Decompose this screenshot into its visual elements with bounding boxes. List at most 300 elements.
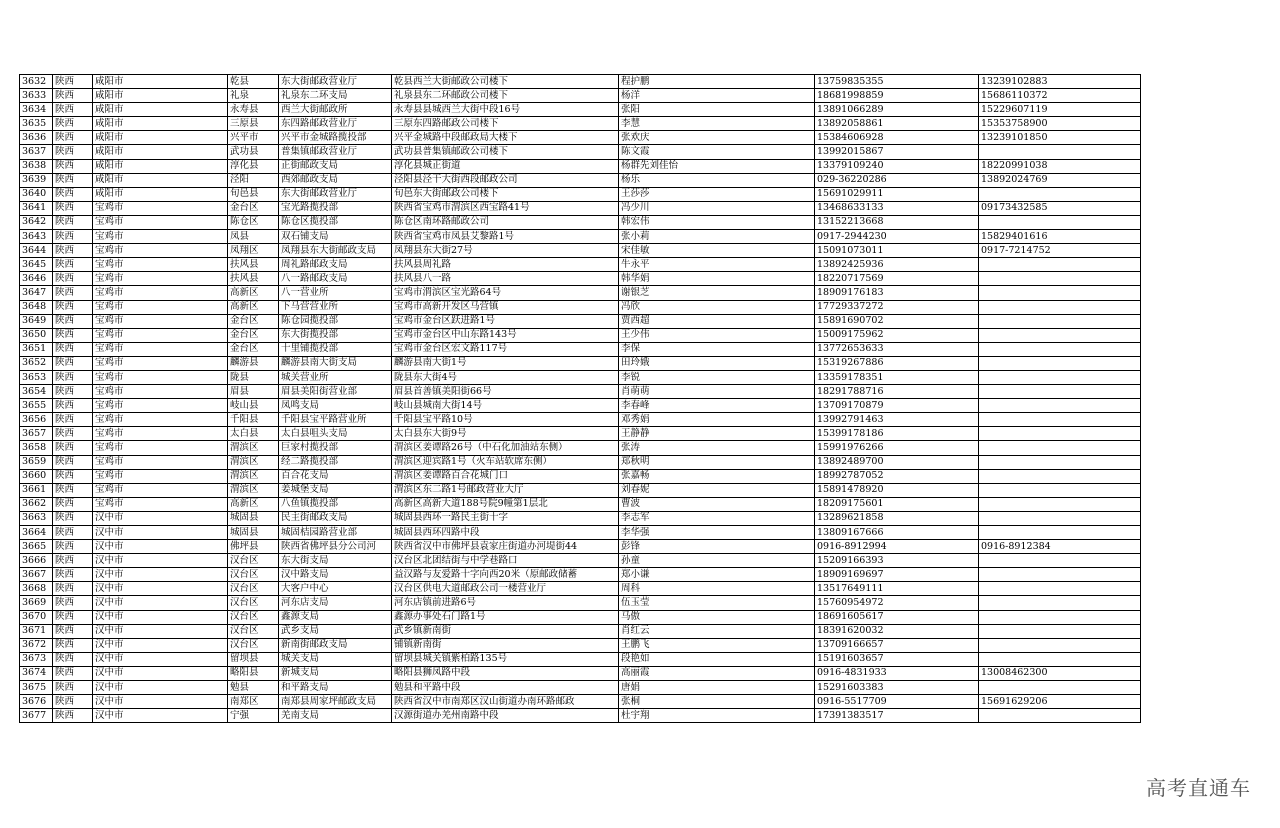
branch-name-cell: 城关支局 <box>279 652 392 666</box>
table-row <box>20 145 1141 159</box>
address-cell: 凤翔县东大街27号 <box>392 244 619 258</box>
contact-name-cell: 周科 <box>619 582 815 596</box>
city-cell: 宝鸡市 <box>93 483 228 497</box>
row-id-cell: 3654 <box>20 385 53 399</box>
address-cell: 武乡镇新南街 <box>392 624 619 638</box>
district-cell: 淳化县 <box>228 159 279 173</box>
row-id-cell: 3658 <box>20 441 53 455</box>
branch-name-cell: 太白县咀头支局 <box>279 427 392 441</box>
table-row <box>20 342 1141 356</box>
district-cell: 泾阳 <box>228 173 279 187</box>
table-row <box>20 511 1141 525</box>
contact-name-cell: 刘春妮 <box>619 483 815 497</box>
alt-phone-cell: 15229607119 <box>979 103 1141 117</box>
address-cell: 千阳县宝平路10号 <box>392 413 619 427</box>
row-id-cell: 3649 <box>20 314 53 328</box>
address-cell: 陈仓区南环路邮政公司 <box>392 215 619 229</box>
alt-phone-cell: 15353758900 <box>979 117 1141 131</box>
branch-name-cell: 南郑县周家坪邮政支局 <box>279 695 392 709</box>
alt-phone-cell <box>979 314 1141 328</box>
district-cell: 三原县 <box>228 117 279 131</box>
contact-name-cell: 李锐 <box>619 370 815 384</box>
contact-name-cell: 伍玉莹 <box>619 596 815 610</box>
district-cell: 凤县 <box>228 230 279 244</box>
province-cell: 陕西 <box>53 526 93 540</box>
row-id-cell: 3646 <box>20 272 53 286</box>
alt-phone-cell: 15686110372 <box>979 89 1141 103</box>
address-cell: 淳化县城正街道 <box>392 159 619 173</box>
row-id-cell: 3653 <box>20 370 53 384</box>
contact-name-cell: 马傲 <box>619 610 815 624</box>
alt-phone-cell <box>979 638 1141 652</box>
contact-name-cell: 陈文霞 <box>619 145 815 159</box>
phone-cell: 15991976266 <box>815 441 979 455</box>
contact-name-cell: 王鹏飞 <box>619 638 815 652</box>
row-id-cell: 3657 <box>20 427 53 441</box>
contact-name-cell: 冯欣 <box>619 300 815 314</box>
contact-name-cell: 肖红云 <box>619 624 815 638</box>
province-cell: 陕西 <box>53 131 93 145</box>
phone-cell: 17391383517 <box>815 709 979 723</box>
alt-phone-cell <box>979 356 1141 370</box>
phone-cell: 15319267886 <box>815 356 979 370</box>
address-cell: 渭滨区东二路1号邮政营业大厅 <box>392 483 619 497</box>
phone-cell: 18220717569 <box>815 272 979 286</box>
contact-name-cell: 张嘉畅 <box>619 469 815 483</box>
province-cell: 陕西 <box>53 145 93 159</box>
branch-name-cell: 八一路邮政支局 <box>279 272 392 286</box>
table-row <box>20 568 1141 582</box>
phone-cell: 15891478920 <box>815 483 979 497</box>
alt-phone-cell <box>979 624 1141 638</box>
province-cell: 陕西 <box>53 568 93 582</box>
city-cell: 汉中市 <box>93 652 228 666</box>
alt-phone-cell: 0916-8912384 <box>979 540 1141 554</box>
alt-phone-cell <box>979 511 1141 525</box>
row-id-cell: 3673 <box>20 652 53 666</box>
district-cell: 城固县 <box>228 511 279 525</box>
district-cell: 高新区 <box>228 286 279 300</box>
row-id-cell: 3676 <box>20 695 53 709</box>
alt-phone-cell <box>979 272 1141 286</box>
contact-name-cell: 张欢庆 <box>619 131 815 145</box>
district-cell: 渭滨区 <box>228 469 279 483</box>
contact-name-cell: 杜宇翔 <box>619 709 815 723</box>
contact-name-cell: 彭锋 <box>619 540 815 554</box>
table-row <box>20 554 1141 568</box>
branch-name-cell: 羌南支局 <box>279 709 392 723</box>
row-id-cell: 3638 <box>20 159 53 173</box>
contact-name-cell: 田玲娥 <box>619 356 815 370</box>
table-row <box>20 103 1141 117</box>
city-cell: 汉中市 <box>93 695 228 709</box>
contact-name-cell: 张涛 <box>619 441 815 455</box>
row-id-cell: 3636 <box>20 131 53 145</box>
phone-cell: 17729337272 <box>815 300 979 314</box>
address-cell: 眉县首善镇美阳街66号 <box>392 385 619 399</box>
province-cell: 陕西 <box>53 215 93 229</box>
city-cell: 宝鸡市 <box>93 342 228 356</box>
address-cell: 武功县普集镇邮政公司楼下 <box>392 145 619 159</box>
branch-name-cell: 鑫源支局 <box>279 610 392 624</box>
table-row <box>20 159 1141 173</box>
row-id-cell: 3633 <box>20 89 53 103</box>
table-row <box>20 89 1141 103</box>
city-cell: 汉中市 <box>93 526 228 540</box>
alt-phone-cell <box>979 610 1141 624</box>
contact-name-cell: 冯少川 <box>619 201 815 215</box>
row-id-cell: 3671 <box>20 624 53 638</box>
district-cell: 礼泉 <box>228 89 279 103</box>
province-cell: 陕西 <box>53 187 93 201</box>
province-cell: 陕西 <box>53 624 93 638</box>
contact-name-cell: 王少伟 <box>619 328 815 342</box>
branch-name-cell: 陈仓园揽投部 <box>279 314 392 328</box>
district-cell: 汉台区 <box>228 638 279 652</box>
contact-name-cell: 张桐 <box>619 695 815 709</box>
district-cell: 扶风县 <box>228 258 279 272</box>
address-cell: 渭滨区姜谭路26号（中石化加油站东侧） <box>392 441 619 455</box>
phone-cell: 13892058861 <box>815 117 979 131</box>
row-id-cell: 3645 <box>20 258 53 272</box>
district-cell: 渭滨区 <box>228 483 279 497</box>
province-cell: 陕西 <box>53 399 93 413</box>
city-cell: 汉中市 <box>93 511 228 525</box>
district-cell: 千阳县 <box>228 413 279 427</box>
address-cell: 益汉路与友爱路十字向西20米（原邮政储蓄 <box>392 568 619 582</box>
phone-cell: 13892489700 <box>815 455 979 469</box>
contact-name-cell: 杨乐 <box>619 173 815 187</box>
table-row <box>20 244 1141 258</box>
row-id-cell: 3634 <box>20 103 53 117</box>
table-row <box>20 131 1141 145</box>
address-cell: 宝鸡市渭滨区宝光路64号 <box>392 286 619 300</box>
row-id-cell: 3651 <box>20 342 53 356</box>
phone-cell: 15291603383 <box>815 681 979 695</box>
contact-name-cell: 李保 <box>619 342 815 356</box>
phone-cell: 18291788716 <box>815 385 979 399</box>
row-id-cell: 3648 <box>20 300 53 314</box>
province-cell: 陕西 <box>53 370 93 384</box>
province-cell: 陕西 <box>53 75 93 89</box>
branch-name-cell: 八鱼镇揽投部 <box>279 497 392 511</box>
address-cell: 扶风县八一路 <box>392 272 619 286</box>
district-cell: 高新区 <box>228 497 279 511</box>
province-cell: 陕西 <box>53 300 93 314</box>
row-id-cell: 3674 <box>20 666 53 680</box>
address-cell: 铺镇新南街 <box>392 638 619 652</box>
province-cell: 陕西 <box>53 681 93 695</box>
branch-name-cell: 凤翔县东大街邮政支局 <box>279 244 392 258</box>
contact-name-cell: 牛永平 <box>619 258 815 272</box>
alt-phone-cell <box>979 427 1141 441</box>
city-cell: 宝鸡市 <box>93 370 228 384</box>
alt-phone-cell <box>979 258 1141 272</box>
table-row <box>20 201 1141 215</box>
address-cell: 汉台区北团结街与中学巷路口 <box>392 554 619 568</box>
branch-name-cell: 巨家村揽投部 <box>279 441 392 455</box>
alt-phone-cell <box>979 709 1141 723</box>
phone-cell: 13709170879 <box>815 399 979 413</box>
table-row <box>20 709 1141 723</box>
contact-name-cell: 张阳 <box>619 103 815 117</box>
table-row <box>20 173 1141 187</box>
city-cell: 汉中市 <box>93 582 228 596</box>
table-row <box>20 399 1141 413</box>
phone-cell: 13379109240 <box>815 159 979 173</box>
province-cell: 陕西 <box>53 173 93 187</box>
province-cell: 陕西 <box>53 666 93 680</box>
province-cell: 陕西 <box>53 483 93 497</box>
city-cell: 咸阳市 <box>93 89 228 103</box>
address-cell: 略阳县狮凤路中段 <box>392 666 619 680</box>
city-cell: 宝鸡市 <box>93 385 228 399</box>
phone-cell: 0917-2944230 <box>815 230 979 244</box>
city-cell: 宝鸡市 <box>93 314 228 328</box>
alt-phone-cell: 0917-7214752 <box>979 244 1141 258</box>
alt-phone-cell <box>979 469 1141 483</box>
phone-cell: 15384606928 <box>815 131 979 145</box>
address-cell: 河东店镇前进路6号 <box>392 596 619 610</box>
address-cell: 汉台区供电大道邮政公司一楼营业厅 <box>392 582 619 596</box>
branch-name-cell: 武乡支局 <box>279 624 392 638</box>
alt-phone-cell <box>979 286 1141 300</box>
district-cell: 武功县 <box>228 145 279 159</box>
contact-name-cell: 曹波 <box>619 497 815 511</box>
row-id-cell: 3660 <box>20 469 53 483</box>
table-row <box>20 117 1141 131</box>
branch-name-cell: 百合花支局 <box>279 469 392 483</box>
address-cell: 汉源街道办羌州南路中段 <box>392 709 619 723</box>
branch-name-cell: 大客户中心 <box>279 582 392 596</box>
alt-phone-cell <box>979 652 1141 666</box>
district-cell: 金台区 <box>228 201 279 215</box>
branch-name-cell: 城关营业所 <box>279 370 392 384</box>
row-id-cell: 3641 <box>20 201 53 215</box>
row-id-cell: 3656 <box>20 413 53 427</box>
district-cell: 金台区 <box>228 328 279 342</box>
table-row <box>20 483 1141 497</box>
province-cell: 陕西 <box>53 540 93 554</box>
table-row <box>20 455 1141 469</box>
row-id-cell: 3669 <box>20 596 53 610</box>
contact-name-cell: 王静静 <box>619 427 815 441</box>
province-cell: 陕西 <box>53 328 93 342</box>
city-cell: 宝鸡市 <box>93 413 228 427</box>
address-cell: 旬邑东大街邮政公司楼下 <box>392 187 619 201</box>
city-cell: 宝鸡市 <box>93 497 228 511</box>
province-cell: 陕西 <box>53 441 93 455</box>
branch-name-cell: 东大街揽投部 <box>279 328 392 342</box>
district-cell: 麟游县 <box>228 356 279 370</box>
address-cell: 泾阳县泾干大街西段邮政公司 <box>392 173 619 187</box>
branch-name-cell: 东大街邮政营业厅 <box>279 75 392 89</box>
district-cell: 金台区 <box>228 314 279 328</box>
address-cell: 渭滨区迎宾路1号（火车站软席东侧） <box>392 455 619 469</box>
phone-cell: 15760954972 <box>815 596 979 610</box>
address-cell: 乾县西兰大街邮政公司楼下 <box>392 75 619 89</box>
row-id-cell: 3652 <box>20 356 53 370</box>
city-cell: 宝鸡市 <box>93 399 228 413</box>
row-id-cell: 3642 <box>20 215 53 229</box>
district-cell: 勉县 <box>228 681 279 695</box>
alt-phone-cell <box>979 399 1141 413</box>
district-cell: 旬邑县 <box>228 187 279 201</box>
contact-name-cell: 段艳如 <box>619 652 815 666</box>
branch-name-cell: 东四路邮政营业厅 <box>279 117 392 131</box>
province-cell: 陕西 <box>53 201 93 215</box>
table-row <box>20 286 1141 300</box>
phone-cell: 13517649111 <box>815 582 979 596</box>
city-cell: 宝鸡市 <box>93 258 228 272</box>
alt-phone-cell: 09173432585 <box>979 201 1141 215</box>
phone-cell: 15691029911 <box>815 187 979 201</box>
district-cell: 渭滨区 <box>228 441 279 455</box>
row-id-cell: 3632 <box>20 75 53 89</box>
branch-name-cell: 普集镇邮政营业厅 <box>279 145 392 159</box>
alt-phone-cell: 15829401616 <box>979 230 1141 244</box>
phone-cell: 13359178351 <box>815 370 979 384</box>
address-cell: 留坝县城关镇紫柏路135号 <box>392 652 619 666</box>
row-id-cell: 3650 <box>20 328 53 342</box>
address-cell: 礼泉县东二环邮政公司楼下 <box>392 89 619 103</box>
table-row <box>20 638 1141 652</box>
province-cell: 陕西 <box>53 286 93 300</box>
alt-phone-cell <box>979 681 1141 695</box>
province-cell: 陕西 <box>53 159 93 173</box>
district-cell: 留坝县 <box>228 652 279 666</box>
contact-name-cell: 杨群先刘佳怡 <box>619 159 815 173</box>
address-cell: 三原东四路邮政公司楼下 <box>392 117 619 131</box>
contact-name-cell: 郑小谦 <box>619 568 815 582</box>
district-cell: 城固县 <box>228 526 279 540</box>
city-cell: 咸阳市 <box>93 173 228 187</box>
table-row <box>20 652 1141 666</box>
district-cell: 汉台区 <box>228 624 279 638</box>
branch-name-cell: 双石铺支局 <box>279 230 392 244</box>
phone-cell: 029-36220286 <box>815 173 979 187</box>
alt-phone-cell: 18220991038 <box>979 159 1141 173</box>
branch-name-cell: 陈仓区揽投部 <box>279 215 392 229</box>
row-id-cell: 3661 <box>20 483 53 497</box>
city-cell: 宝鸡市 <box>93 300 228 314</box>
alt-phone-cell <box>979 526 1141 540</box>
table-row <box>20 215 1141 229</box>
district-cell: 高新区 <box>228 300 279 314</box>
table-row <box>20 540 1141 554</box>
city-cell: 宝鸡市 <box>93 244 228 258</box>
district-cell: 扶风县 <box>228 272 279 286</box>
table-row <box>20 582 1141 596</box>
contact-name-cell: 邓秀娟 <box>619 413 815 427</box>
phone-cell: 13289621858 <box>815 511 979 525</box>
table-row <box>20 469 1141 483</box>
alt-phone-cell <box>979 497 1141 511</box>
contact-name-cell: 高丽霞 <box>619 666 815 680</box>
table-row <box>20 441 1141 455</box>
branch-name-cell: 汉中路支局 <box>279 568 392 582</box>
phone-cell: 0916-5517709 <box>815 695 979 709</box>
district-cell: 永寿县 <box>228 103 279 117</box>
contact-name-cell: 李春峰 <box>619 399 815 413</box>
row-id-cell: 3662 <box>20 497 53 511</box>
alt-phone-cell <box>979 370 1141 384</box>
city-cell: 汉中市 <box>93 666 228 680</box>
branch-name-cell: 西郊邮政支局 <box>279 173 392 187</box>
branch-name-cell: 十里铺揽投部 <box>279 342 392 356</box>
phone-cell: 18391620032 <box>815 624 979 638</box>
alt-phone-cell: 13892024769 <box>979 173 1141 187</box>
branch-name-cell: 麟游县南大街支局 <box>279 356 392 370</box>
city-cell: 宝鸡市 <box>93 455 228 469</box>
district-cell: 汉台区 <box>228 596 279 610</box>
branch-name-cell: 眉县美阳街营业部 <box>279 385 392 399</box>
phone-cell: 15891690702 <box>815 314 979 328</box>
district-cell: 渭滨区 <box>228 455 279 469</box>
branch-name-cell: 宝光路揽投部 <box>279 201 392 215</box>
city-cell: 汉中市 <box>93 596 228 610</box>
alt-phone-cell <box>979 328 1141 342</box>
table-row <box>20 187 1141 201</box>
province-cell: 陕西 <box>53 554 93 568</box>
phone-cell: 0916-4831933 <box>815 666 979 680</box>
row-id-cell: 3643 <box>20 230 53 244</box>
phone-cell: 15209166393 <box>815 554 979 568</box>
phone-cell: 0916-8912994 <box>815 540 979 554</box>
city-cell: 咸阳市 <box>93 117 228 131</box>
city-cell: 宝鸡市 <box>93 201 228 215</box>
phone-cell: 15191603657 <box>815 652 979 666</box>
row-id-cell: 3663 <box>20 511 53 525</box>
table-row <box>20 526 1141 540</box>
address-cell: 城固县西环四路中段 <box>392 526 619 540</box>
table-row <box>20 370 1141 384</box>
row-id-cell: 3637 <box>20 145 53 159</box>
phone-cell: 13152213668 <box>815 215 979 229</box>
alt-phone-cell <box>979 441 1141 455</box>
address-cell: 太白县东大街9号 <box>392 427 619 441</box>
province-cell: 陕西 <box>53 638 93 652</box>
city-cell: 咸阳市 <box>93 159 228 173</box>
branch-name-cell: 凤鸣支局 <box>279 399 392 413</box>
province-cell: 陕西 <box>53 230 93 244</box>
table-row <box>20 624 1141 638</box>
contact-name-cell: 谢银芝 <box>619 286 815 300</box>
district-cell: 乾县 <box>228 75 279 89</box>
row-id-cell: 3667 <box>20 568 53 582</box>
data-table <box>19 74 1141 723</box>
province-cell: 陕西 <box>53 427 93 441</box>
contact-name-cell: 郑秋明 <box>619 455 815 469</box>
branch-name-cell: 礼泉东二环支局 <box>279 89 392 103</box>
alt-phone-cell: 13008462300 <box>979 666 1141 680</box>
province-cell: 陕西 <box>53 89 93 103</box>
city-cell: 宝鸡市 <box>93 469 228 483</box>
phone-cell: 13892425936 <box>815 258 979 272</box>
row-id-cell: 3677 <box>20 709 53 723</box>
alt-phone-cell <box>979 413 1141 427</box>
row-id-cell: 3668 <box>20 582 53 596</box>
table-row <box>20 300 1141 314</box>
phone-cell: 13992791463 <box>815 413 979 427</box>
address-cell: 宝鸡市高新开发区马营镇 <box>392 300 619 314</box>
city-cell: 宝鸡市 <box>93 441 228 455</box>
watermark-text: 高考直通车 <box>1146 776 1251 800</box>
alt-phone-cell: 13239101850 <box>979 131 1141 145</box>
address-cell: 兴平金城路中段邮政局大楼下 <box>392 131 619 145</box>
alt-phone-cell <box>979 483 1141 497</box>
row-id-cell: 3672 <box>20 638 53 652</box>
